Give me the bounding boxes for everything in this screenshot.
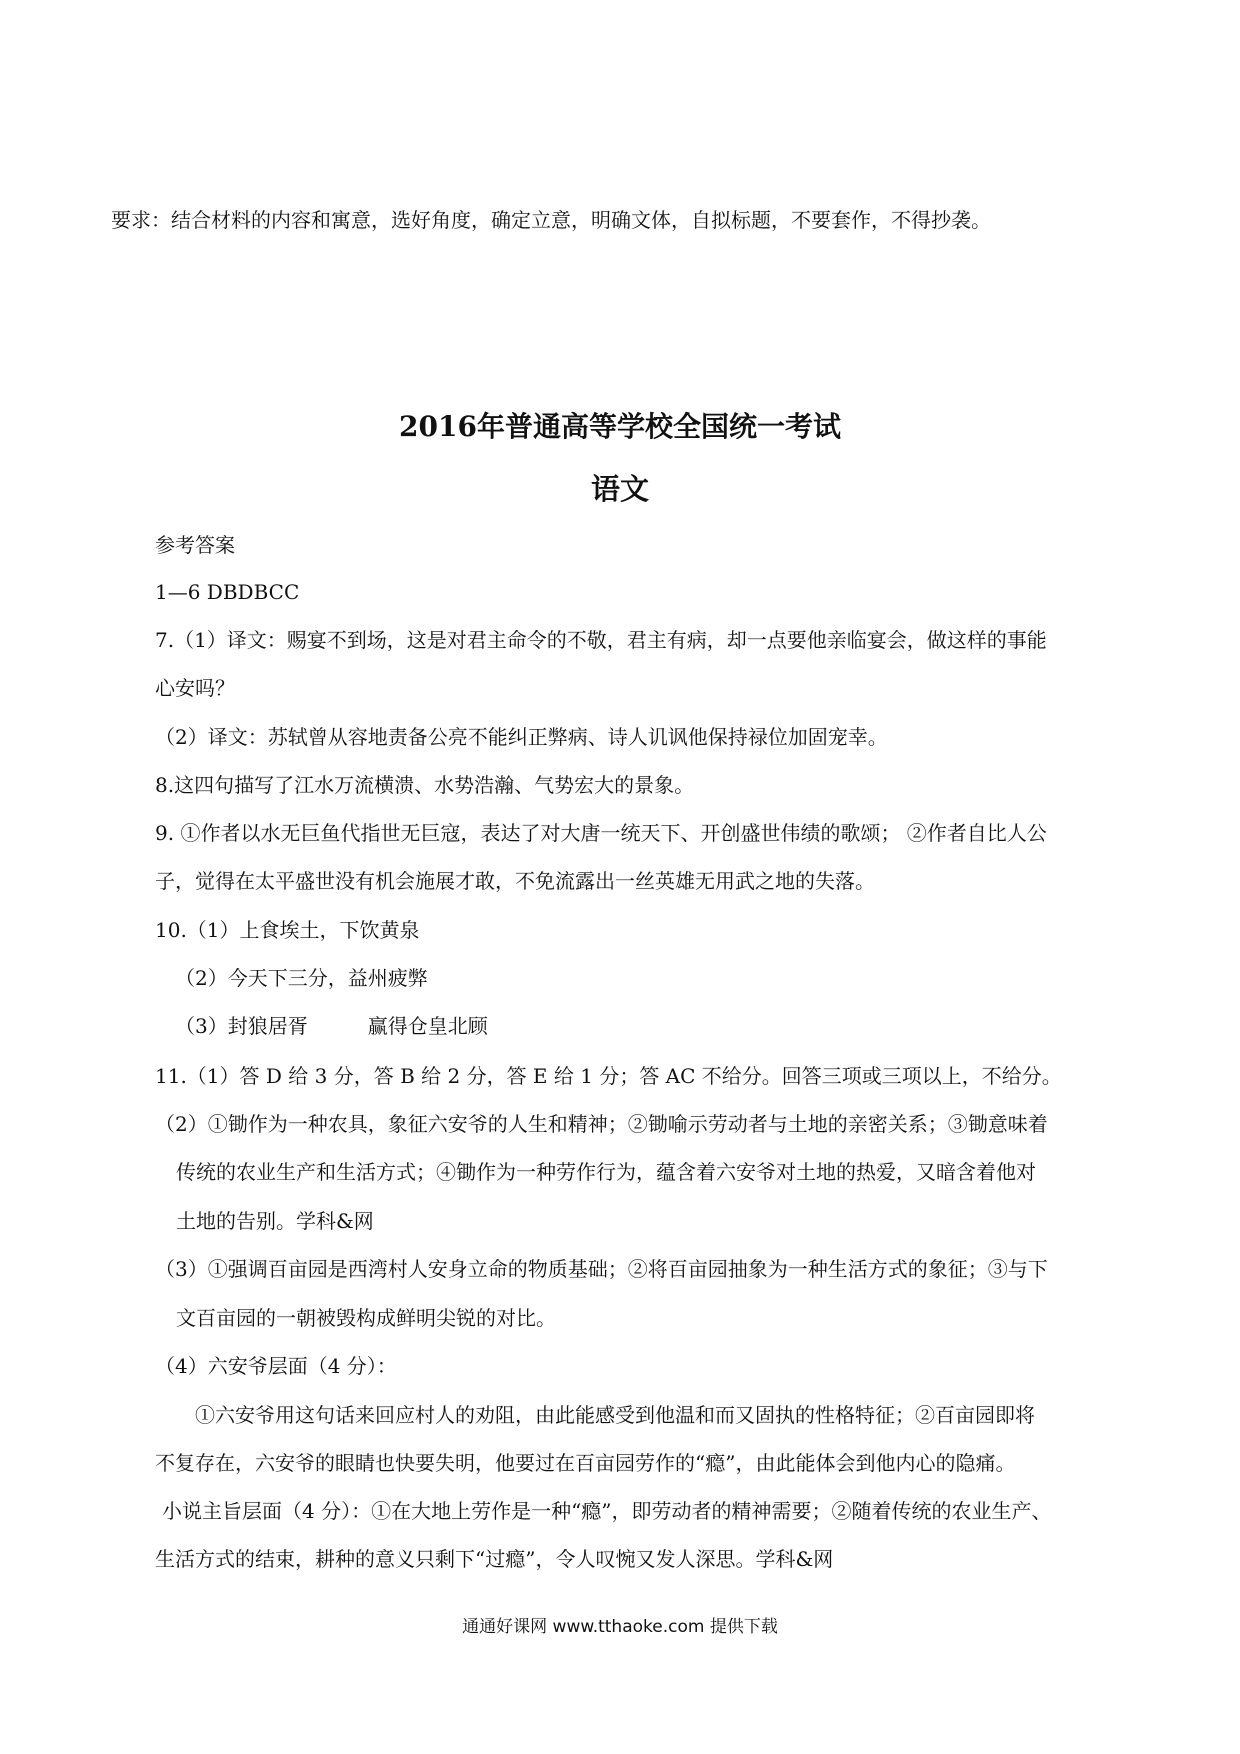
section-label: 参考答案	[155, 533, 235, 557]
answer-11-3-line2: 文百亩园的一朝被毁构成鲜明尖锐的对比。	[176, 1306, 556, 1330]
essay-requirement: 要求：结合材料的内容和寓意，选好角度，确定立意，明确文体，自拟标题，不要套作，不得抄袭。	[111, 208, 991, 232]
answer-9-line2: 子，觉得在太平盛世没有机会施展才敢，不免流露出一丝英雄无用武之地的失落。	[155, 869, 875, 893]
footer-download-note: 通通好课网 www.tthaoke.com 提供下载	[462, 1617, 778, 1637]
exam-title: 2016年普通高等学校全国统一考试	[399, 410, 841, 443]
answer-11-3-line1: （3）①强调百亩园是西湾村人安身立命的物质基础；②将百亩园抽象为一种生活方式的象征；③与下	[155, 1257, 1048, 1281]
answer-8: 8.这四句描写了江水万流横溃、水势浩瀚、气势宏大的景象。	[155, 773, 695, 797]
answer-11-4-header: （4）六安爷层面（4 分）：	[155, 1354, 397, 1378]
answer-10-3: （3）封狼居胥 赢得仓皇北顾	[175, 1014, 488, 1038]
answer-1-6: 1—6 DBDBCC	[155, 580, 300, 604]
answer-7-1-line1: 7.（1）译文：赐宴不到场，这是对君主命令的不敬，君主有病，却一点要他亲临宴会，做这样的事能	[155, 628, 1047, 652]
answer-11-2-line3: 土地的告别。学科&网	[176, 1209, 374, 1233]
answer-11-4-para1-line2: 不复存在，六安爷的眼睛也快要失明，他要过在百亩园劳作的“瘾”，由此能体会到他内心的隐痛。	[155, 1451, 1016, 1475]
answer-11-2-line2: 传统的农业生产和生活方式；④锄作为一种劳作行为，蕴含着六安爷对土地的热爱，又暗含着他对	[176, 1160, 1036, 1184]
answer-10-1: 10.（1）上食埃土，下饮黄泉	[155, 918, 420, 942]
answer-9-line1: 9. ①作者以水无巨鱼代指世无巨寇，表达了对大唐一统天下、开创盛世伟绩的歌颂； ②作者自比人公	[155, 821, 1047, 845]
answer-11-4-para2-line1: 小说主旨层面（4 分）：①在大地上劳作是一种“瘾”，即劳动者的精神需要；②随着传统的农业生产、	[162, 1499, 1052, 1523]
answer-11-2-line1: （2）①锄作为一种农具，象征六安爷的人生和精神；②锄喻示劳动者与土地的亲密关系；③锄意味着	[155, 1112, 1048, 1136]
subject-title: 语文	[590, 472, 649, 506]
answer-11-1: 11.（1）答 D 给 3 分，答 B 给 2 分，答 E 给 1 分；答 AC 不给分。回答三项或三项以上，不给分。	[155, 1064, 1062, 1088]
answer-11-4-para2-line2: 生活方式的结束，耕种的意义只剩下“过瘾”，令人叹惋又发人深思。学科&网	[155, 1547, 834, 1571]
answer-11-4-para1-line1: ①六安爷用这句话来回应村人的劝阻，由此能感受到他温和而又固执的性格特征；②百亩园即将	[195, 1403, 1035, 1427]
answer-7-2: （2）译文：苏轼曾从容地责备公亮不能纠正弊病、诗人讥讽他保持禄位加固宠幸。	[155, 725, 888, 749]
answer-7-1-line2: 心安吗？	[155, 676, 235, 700]
answer-10-2: （2）今天下三分，益州疲弊	[175, 966, 428, 990]
